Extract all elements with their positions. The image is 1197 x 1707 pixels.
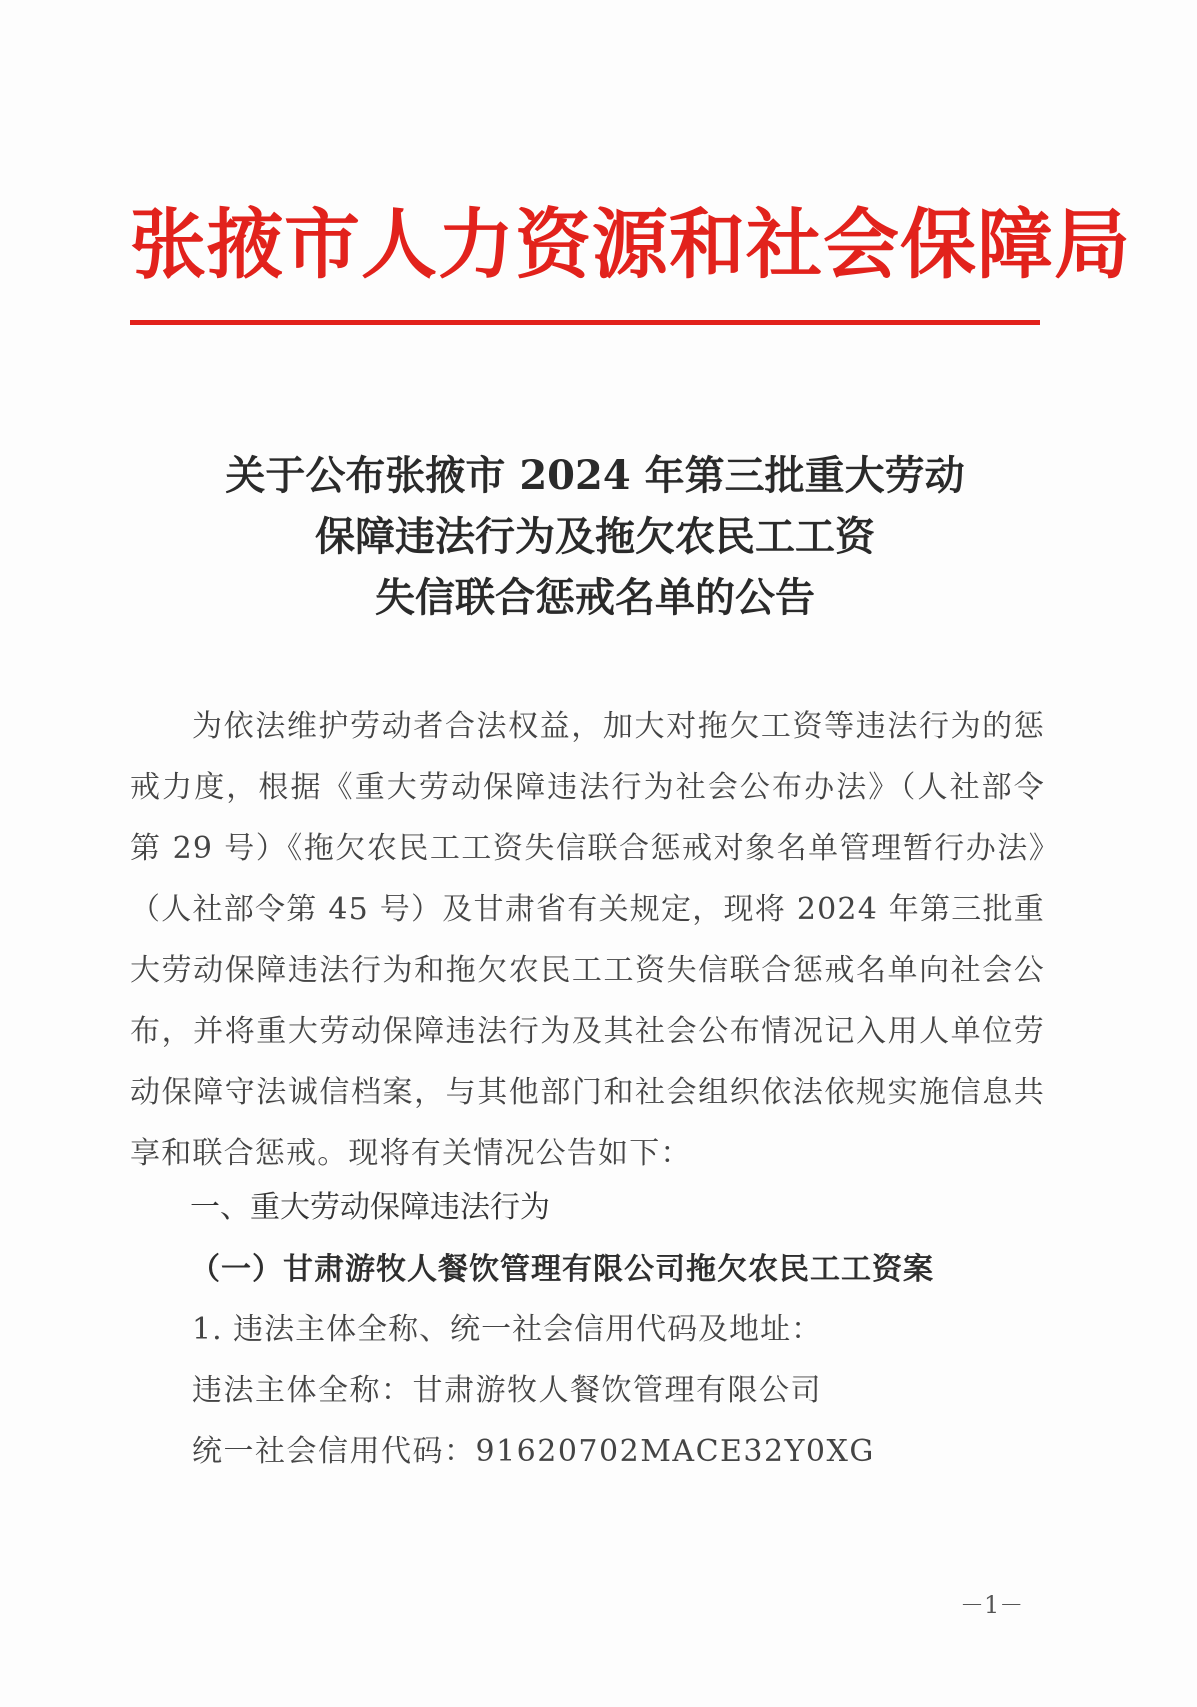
intro-paragraph: 为依法维护劳动者合法权益，加大对拖欠工资等违法行为的惩戒力度，根据《重大劳动保障违法行为社会公布办法》（人社部令第 29 号）《拖欠农民工工资失信联合惩戒对象名单管理暂行办法》（人社部令第 45 号）及甘肃省有关规定，现将 2024 年第三批重大劳动保障违法行为和拖欠农民工工资失信联合惩戒名单向社会公布，并将重大劳动保障违法行为及其社会公布情况记入用人单位劳动保障守法诚信档案，与其他部门和社会组织依法依规实施信息共享和联合惩戒。现将有关情况公告如下： xyxy=(130,709,1045,1171)
document-title-line-1: 关于公布张掖市 2024 年第三批重大劳动 xyxy=(225,452,965,499)
letterhead-red-rule xyxy=(130,320,1040,325)
page-number: －1－ xyxy=(960,1591,1024,1619)
agency-letterhead: 张掖市人力资源和社会保障局 xyxy=(130,200,1131,289)
document-title-line-3: 失信联合惩戒名单的公告 xyxy=(375,574,815,621)
section-heading-1: 一、重大劳动保障违法行为 xyxy=(190,1190,550,1225)
document-title-line-2: 保障违法行为及拖欠农民工工资 xyxy=(315,513,875,560)
item-label-1: 1. 违法主体全称、统一社会信用代码及地址： xyxy=(192,1312,823,1347)
case-heading-1: （一）甘肃游牧人餐饮管理有限公司拖欠农民工工资案 xyxy=(190,1252,934,1287)
document-title xyxy=(100,445,1090,628)
credit-code-line: 统一社会信用代码：91620702MACE32Y0XG xyxy=(192,1434,875,1469)
entity-name-line: 违法主体全称：甘肃游牧人餐饮管理有限公司 xyxy=(192,1373,822,1408)
